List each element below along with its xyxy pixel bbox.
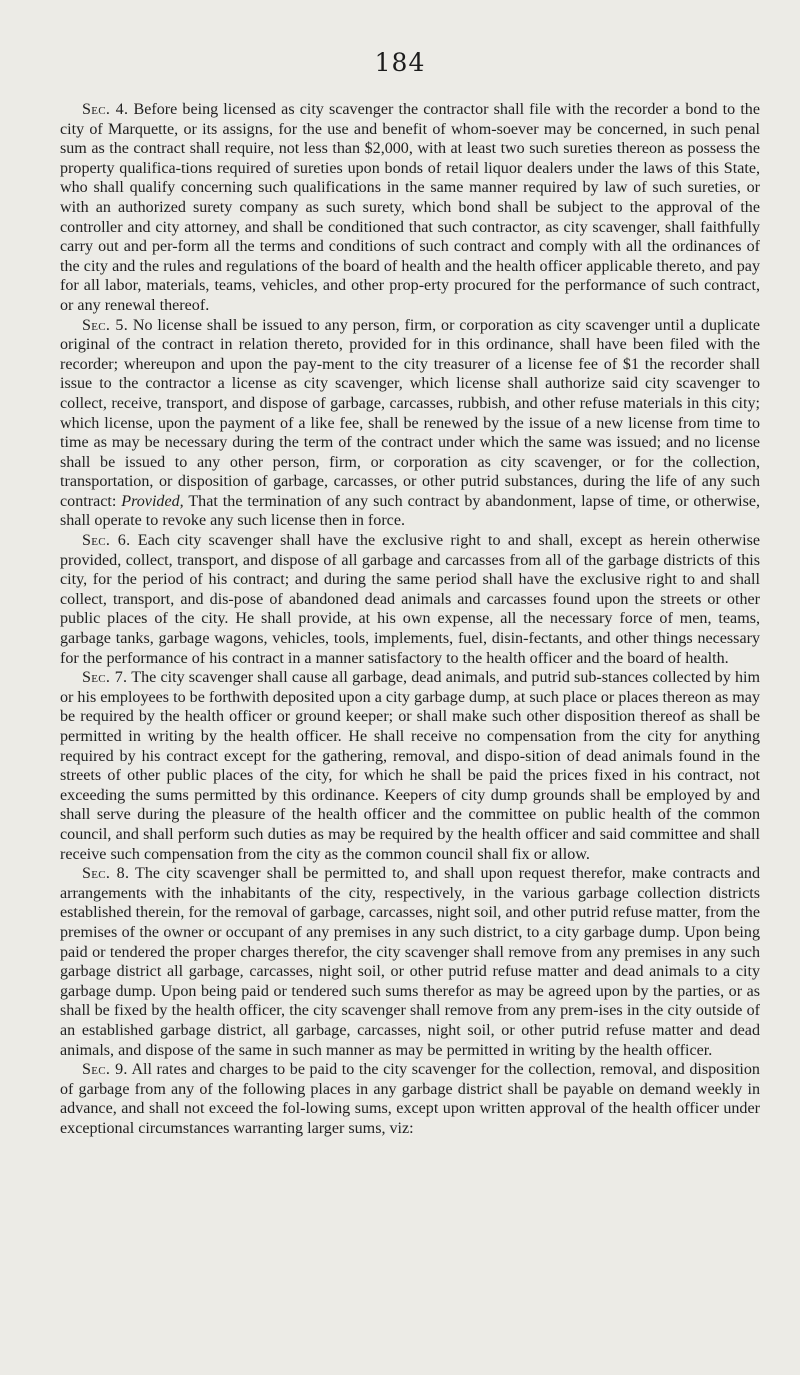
section-7-paragraph bbox=[60, 668, 760, 864]
section-7-label: Sec. 7. bbox=[82, 669, 128, 687]
section-5-proviso-text: That the termination of any such contract by abandonment, lapse of time, or otherwise, shall operate to revoke any such license then in force. bbox=[60, 492, 761, 530]
section-6-paragraph bbox=[60, 531, 760, 668]
section-9-text: All rates and charges to be paid to the city scavenger for the collection, removal, and disposition of garbage from any of the following places in any garbage district shall be payable on demand weekly in advance, and shall not exceed the fol-lowing sums, except upon written approval of the health officer under exceptional circumstances warranting larger sums, viz: bbox=[60, 1061, 760, 1137]
section-8-text: The city scavenger shall be permitted to, and shall upon request therefor, make contracts and arrangements with the inhabitants of the city, respectively, in the various garbage collection districts established therein, for the removal of garbage, carcasses, night soil, and other putrid refuse matter, from the premises of the owner or occupant of any premises in any such district, to a city garbage dump. Upon being paid or tendered the proper charges therefor, the city scavenger shall remove from any premises in any such garbage district all garbage, carcasses, night soil, or other putrid refuse matter and dead animals to a city garbage dump. Upon being paid or tendered such sums therefor as may be agreed upon by the parties, or as shall be fixed by the health officer, the city scavenger shall remove from any prem-ises in the city outside of an established garbage district, all garbage, carcasses, night soil, or other putrid refuse matter and dead animals, and dispose of the same in such manner as may be permitted in writing by the health officer. bbox=[60, 865, 760, 1059]
section-4-paragraph bbox=[60, 100, 760, 316]
section-5-label: Sec. 5. bbox=[82, 316, 129, 334]
section-6-text: Each city scavenger shall have the exclusive right to and shall, except as herein otherwise provided, collect, transport, and dispose of all garbage and carcasses from all of the garbage districts of this city, for the period of his contract; and during the same period shall have the exclusive right to and shall collect, transport, and dis-pose of abandoned dead animals and carcasses found upon the streets or other public places of the city. He shall provide, at his own expense, all the necessary force of men, teams, garbage tanks, garbage wagons, vehicles, tools, implements, fuel, disin-fectants, and other things necessary for the performance of his contract in a manner satisfactory to the health officer and the board of health. bbox=[60, 532, 760, 667]
section-5-paragraph bbox=[60, 316, 760, 532]
ordinance-text bbox=[60, 100, 760, 1138]
page-number: 184 bbox=[374, 48, 426, 77]
section-9-label: Sec. 9. bbox=[82, 1061, 128, 1079]
section-5-proviso-term: Provided, bbox=[121, 492, 184, 510]
section-4-text: Before being licensed as city scavenger the contractor shall file with the recorder a bond to the city of Marquette, or its assigns, for the use and benefit of whom-soever may be concerned, in such penal sum as the contract shall require, not less than $2,000, with at least two such sureties thereon as possess the property qualifica-tions required of sureties upon bonds of retail liquor dealers under the laws of this State, who shall qualify concerning such qualifications in the same manner required by law of such sureties, or with an authorized surety company as such surety, which bond shall be subject to the approval of the controller and city attorney, and shall be conditioned that such contractor, as city scavenger, shall faithfully carry out and per-form all the terms and conditions of such contract and comply with all the ordinances of the city and the rules and regulations of the board of health and the health officer applicable thereto, and pay for all labor, materials, teams, vehicles, and other prop-erty procured for the performance of such contract, or any renewal thereof. bbox=[60, 101, 760, 314]
section-8-label: Sec. 8. bbox=[82, 865, 130, 883]
section-7-text: The city scavenger shall cause all garbage, dead animals, and putrid sub-stances collected by him or his employees to be forthwith deposited upon a city garbage dump, at such place or places thereon as may be required by the health officer or ground keeper; or shall make such other disposition thereof as shall be permitted in writing by the health officer. He shall receive no compensation from the city for anything required by his contract except for the gathering, removal, and dispo-sition of dead animals found in the streets of other public places of the city, for which he shall be paid the prices fixed in his contract, not exceeding the sums permitted by this ordinance. Keepers of city dump grounds shall be employed by and shall serve during the pleasure of the health officer and the committee on public health of the common council, and shall perform such duties as may be required by the health officer and said committee and shall receive such compensation from the city as the common council shall fix or allow. bbox=[60, 669, 760, 863]
section-5-text: No license shall be issued to any person, firm, or corporation as city scavenger until a duplicate original of the contract in relation thereto, provided for in this ordinance, shall have been filed with the recorder; whereupon and upon the pay-ment to the city treasurer of a license fee of $1 the recorder shall issue to the contractor a license as city scavenger, which license shall authorize said city scavenger to collect, receive, transport, and dispose of garbage, carcasses, rubbish, and other refuse materials in this city; which license, upon the payment of a like fee, shall be renewed by the issue of a new license from time to time as may be necessary during the term of the contract under which the same was issued; and no license shall be issued to any other person, firm, or corporation as city scavenger, or for the collection, transportation, or disposition of garbage, carcasses, or other putrid substances, during the life of any such contract: bbox=[60, 316, 760, 510]
section-9-paragraph bbox=[60, 1060, 760, 1138]
section-6-label: Sec. 6. bbox=[82, 532, 131, 550]
section-4-label: Sec. 4. bbox=[82, 101, 129, 118]
section-8-paragraph bbox=[60, 864, 760, 1060]
